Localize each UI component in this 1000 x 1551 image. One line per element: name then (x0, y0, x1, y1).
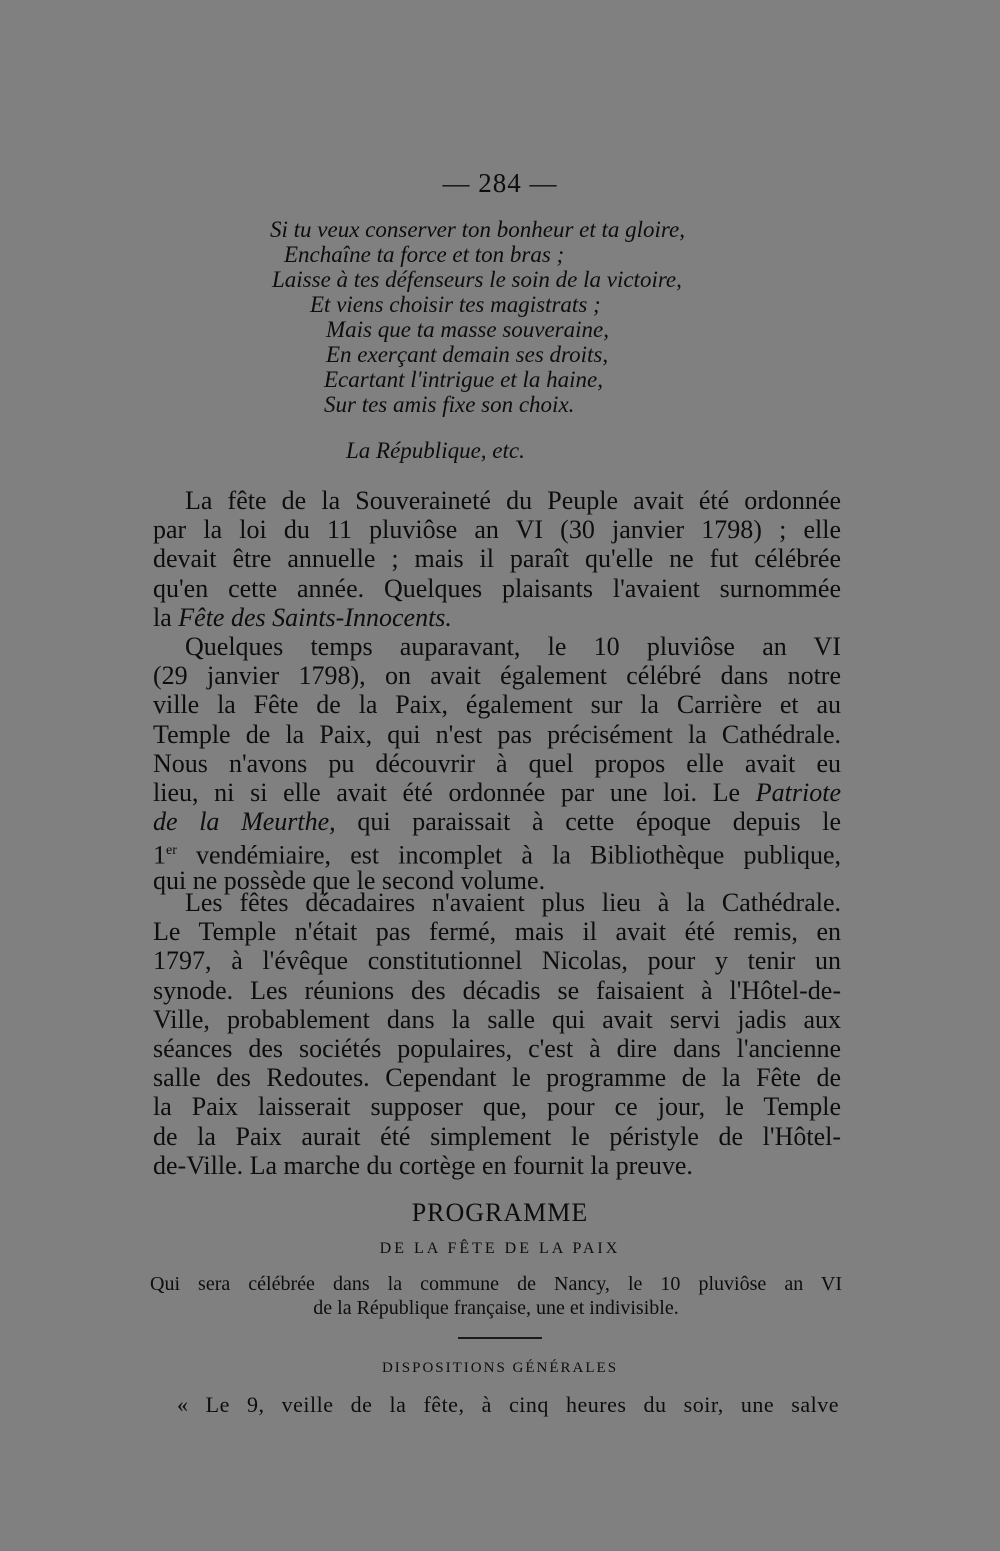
text-line: qu'en cette année. Quelques plaisants l'avaient surnommée (153, 573, 841, 603)
text-line: synode. Les réunions des décadis se faisaient à l'Hôtel-de- (153, 975, 841, 1005)
text-line: 1797, à l'évêque constitutionnel Nicolas, pour y tenir un (153, 946, 841, 976)
superscript: er (166, 843, 177, 859)
poem-line: En exerçant demain ses droits, (326, 342, 609, 367)
programme-description (150, 1272, 842, 1320)
text-line: Temple de la Paix, qui n'est pas précisément la Cathédrale. (153, 719, 841, 749)
poem-line: Et viens choisir tes magistrats ; (310, 292, 601, 317)
text-line: de la République française, une et indivisible. (313, 1297, 679, 1319)
text-line: Quelques temps auparavant, le 10 pluviôse an VI (185, 632, 841, 661)
text-line: séances des sociétés populaires, c'est à dire dans l'ancienne (153, 1033, 841, 1063)
paragraph-1 (153, 486, 841, 632)
programme-title: PROGRAMME (411, 1198, 589, 1227)
italic-title: Fête des Saints-Innocents. (178, 602, 452, 632)
text-fragment: 1 (153, 840, 166, 870)
text-line: « Le 9, veille de la fête, à cinq heures du soir, une salve (177, 1392, 839, 1417)
poem-line: Ecartant l'intrigue et la haine, (324, 367, 603, 392)
text-fragment: lieu, ni si elle avait été ordonnée par une loi. Le (153, 777, 756, 807)
poem-line: Sur tes amis fixe son choix. (324, 392, 575, 417)
italic-title: de la Meurthe, (153, 807, 336, 837)
text-line: (29 janvier 1798), on avait également célébré dans notre (153, 661, 841, 691)
poem-refrain: La République, etc. (346, 438, 525, 463)
text-line: de-Ville. La marche du cortège en fournit la preuve. (153, 1150, 693, 1180)
text-line (153, 836, 841, 870)
text-fragment: vendémiaire, est incomplet à la Bibliothèque publique, (176, 840, 841, 870)
text-fragment: qui paraissait à cette époque depuis le (335, 807, 841, 837)
text-line: Le Temple n'était pas fermé, mais il avait été remis, en (153, 917, 841, 947)
text-line (153, 807, 841, 836)
text-line: devait être annuelle ; mais il paraît qu'elle ne fut célébrée (153, 544, 841, 574)
paragraph-3 (153, 888, 841, 1180)
poem-line: Enchaîne ta force et ton bras ; (284, 242, 565, 267)
page-number: — 284 — (442, 168, 558, 198)
text-line: Qui sera célébrée dans la commune de Nancy, le 10 pluviôse an VI (150, 1273, 842, 1295)
text-line (153, 603, 841, 632)
text-line: ville la Fête de la Paix, également sur la Carrière et au (153, 690, 841, 720)
poem-line: Si tu veux conserver ton bonheur et ta gloire, (270, 217, 685, 242)
text-line: La fête de la Souveraineté du Peuple avait été ordonnée (185, 486, 841, 515)
programme-subtitle: DE LA FÊTE DE LA PAIX (379, 1240, 621, 1257)
poem-line: Mais que ta masse souveraine, (326, 317, 609, 342)
text-fragment: la (153, 602, 179, 632)
poem-line: Laisse à tes défenseurs le soin de la victoire, (272, 267, 682, 292)
divider (458, 1337, 542, 1339)
text-line: salle des Redoutes. Cependant le programme de la Fête de (153, 1063, 841, 1093)
text-line (153, 778, 841, 807)
text-line: qui ne possède que le second volume. (153, 865, 546, 895)
section-heading: DISPOSITIONS GÉNÉRALES (381, 1360, 619, 1376)
text-line: de la Paix aurait été simplement le péristyle de l'Hôtel- (153, 1121, 841, 1151)
text-line: Les fêtes décadaires n'avaient plus lieu à la Cathédrale. (185, 888, 841, 917)
text-line: la Paix laisserait supposer que, pour ce jour, le Temple (153, 1092, 841, 1122)
paragraph-2 (153, 632, 841, 895)
text-line: par la loi du 11 pluviôse an VI (30 janvier 1798) ; elle (153, 515, 841, 545)
text-line: Nous n'avons pu découvrir à quel propos elle avait eu (153, 748, 841, 778)
text-line: Ville, probablement dans la salle qui avait servi jadis aux (153, 1004, 841, 1034)
italic-title: Patriote (755, 777, 841, 807)
